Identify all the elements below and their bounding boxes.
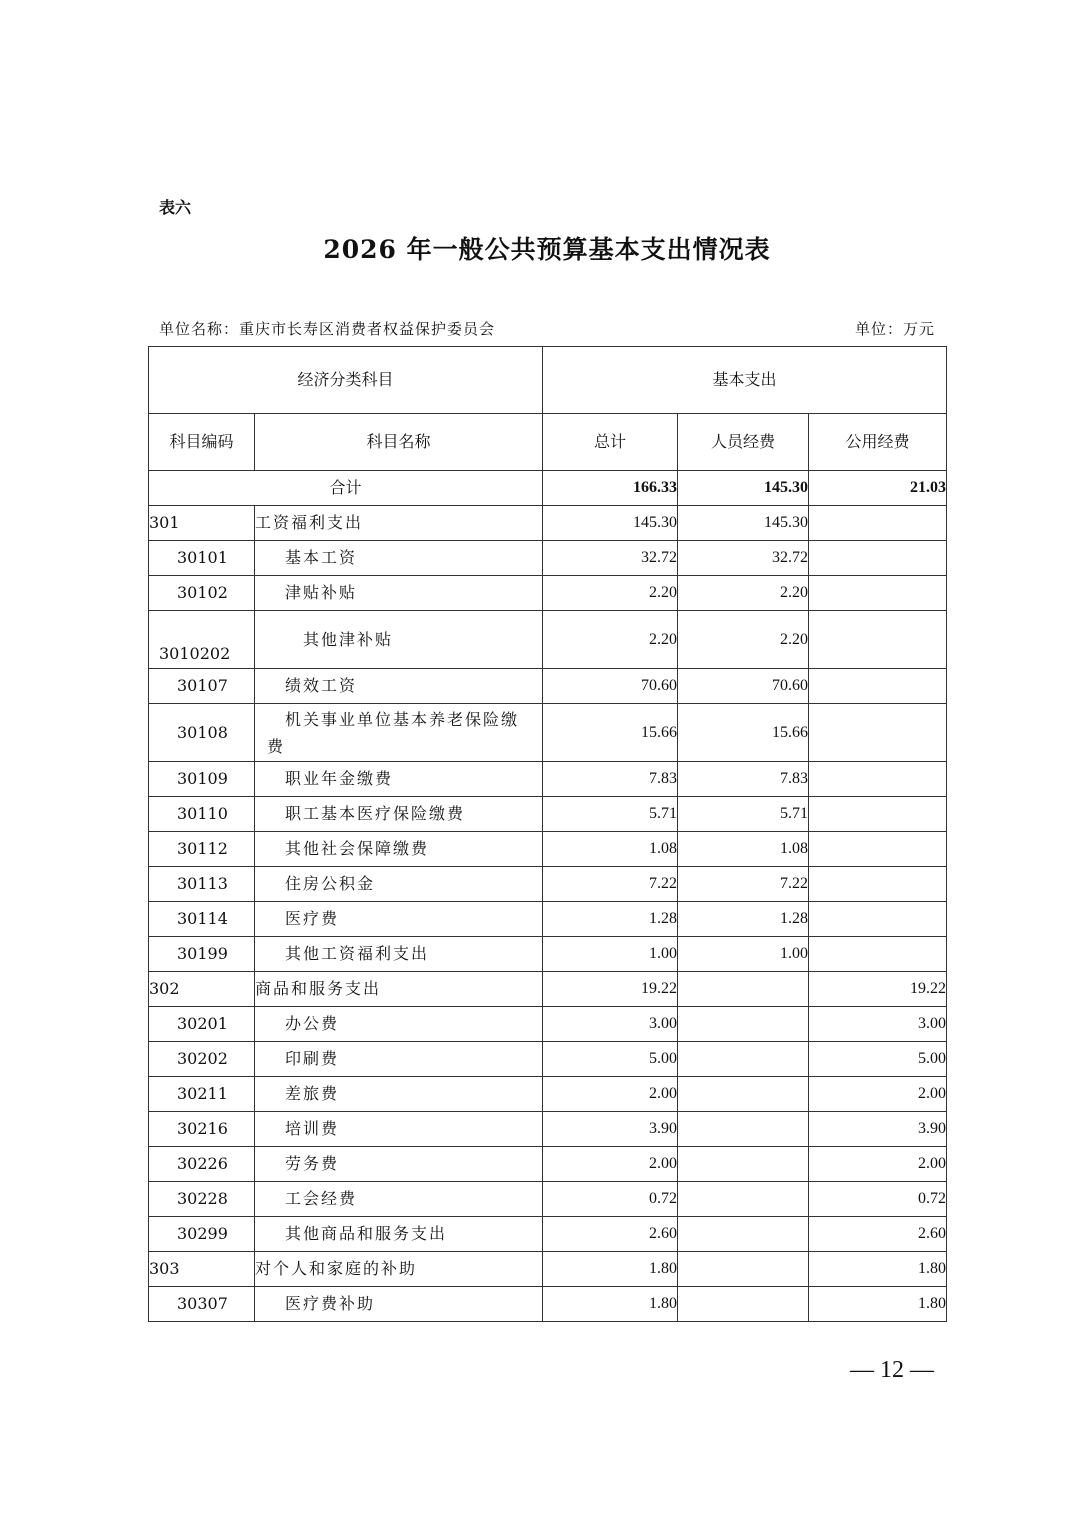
row-total: 5.71 bbox=[543, 797, 678, 832]
row-name: 其他社会保障缴费 bbox=[255, 832, 543, 867]
row-code: 30101 bbox=[149, 541, 255, 576]
row-public bbox=[809, 611, 947, 669]
row-personnel: 7.83 bbox=[678, 762, 809, 797]
header-row-2 bbox=[149, 414, 947, 471]
row-public: 2.60 bbox=[809, 1217, 947, 1252]
total-row bbox=[149, 471, 947, 506]
row-name: 劳务费 bbox=[255, 1147, 543, 1182]
table-row bbox=[149, 832, 947, 867]
row-public bbox=[809, 506, 947, 541]
row-name: 培训费 bbox=[255, 1112, 543, 1147]
row-personnel bbox=[678, 1077, 809, 1112]
row-public bbox=[809, 669, 947, 704]
table-row bbox=[149, 1042, 947, 1077]
row-public: 2.00 bbox=[809, 1077, 947, 1112]
table-row bbox=[149, 1182, 947, 1217]
total-total: 166.33 bbox=[543, 471, 678, 506]
row-total: 2.20 bbox=[543, 611, 678, 669]
row-code: 30216 bbox=[149, 1112, 255, 1147]
row-code: 30109 bbox=[149, 762, 255, 797]
row-personnel: 2.20 bbox=[678, 611, 809, 669]
row-public bbox=[809, 541, 947, 576]
row-name: 基本工资 bbox=[255, 541, 543, 576]
row-personnel: 70.60 bbox=[678, 669, 809, 704]
row-name: 医疗费补助 bbox=[255, 1287, 543, 1322]
row-total: 1.80 bbox=[543, 1252, 678, 1287]
row-total: 2.00 bbox=[543, 1077, 678, 1112]
row-personnel bbox=[678, 1217, 809, 1252]
row-code: 30201 bbox=[149, 1007, 255, 1042]
row-name: 工资福利支出 bbox=[255, 506, 543, 541]
row-code: 30102 bbox=[149, 576, 255, 611]
row-personnel: 32.72 bbox=[678, 541, 809, 576]
table-row bbox=[149, 611, 947, 669]
row-name: 职业年金缴费 bbox=[255, 762, 543, 797]
row-code: 30226 bbox=[149, 1147, 255, 1182]
row-total: 2.00 bbox=[543, 1147, 678, 1182]
row-public: 3.00 bbox=[809, 1007, 947, 1042]
row-total: 1.00 bbox=[543, 937, 678, 972]
row-total: 2.60 bbox=[543, 1217, 678, 1252]
total-label: 合计 bbox=[149, 471, 543, 506]
row-name: 其他津补贴 bbox=[255, 611, 543, 669]
row-code: 30299 bbox=[149, 1217, 255, 1252]
row-public: 5.00 bbox=[809, 1042, 947, 1077]
row-public: 1.80 bbox=[809, 1252, 947, 1287]
header-personnel: 人员经费 bbox=[678, 414, 809, 471]
row-total: 5.00 bbox=[543, 1042, 678, 1077]
table-row bbox=[149, 576, 947, 611]
unit-name: 单位名称：重庆市长寿区消费者权益保护委员会 bbox=[159, 320, 496, 338]
row-code: 30113 bbox=[149, 867, 255, 902]
row-public: 2.00 bbox=[809, 1147, 947, 1182]
row-public: 0.72 bbox=[809, 1182, 947, 1217]
row-name: 医疗费 bbox=[255, 902, 543, 937]
row-personnel: 1.00 bbox=[678, 937, 809, 972]
table-row bbox=[149, 1147, 947, 1182]
row-name: 其他工资福利支出 bbox=[255, 937, 543, 972]
row-total: 1.08 bbox=[543, 832, 678, 867]
row-personnel: 2.20 bbox=[678, 576, 809, 611]
header-code: 科目编码 bbox=[149, 414, 255, 471]
row-code: 303 bbox=[149, 1252, 255, 1287]
row-code: 30114 bbox=[149, 902, 255, 937]
row-personnel bbox=[678, 1182, 809, 1217]
row-personnel: 5.71 bbox=[678, 797, 809, 832]
budget-table bbox=[148, 346, 947, 1322]
table-row bbox=[149, 902, 947, 937]
table-row bbox=[149, 541, 947, 576]
table-row bbox=[149, 797, 947, 832]
row-code: 30202 bbox=[149, 1042, 255, 1077]
row-personnel bbox=[678, 972, 809, 1007]
table-row bbox=[149, 1287, 947, 1322]
row-name: 津贴补贴 bbox=[255, 576, 543, 611]
row-name: 住房公积金 bbox=[255, 867, 543, 902]
row-total: 70.60 bbox=[543, 669, 678, 704]
row-public: 1.80 bbox=[809, 1287, 947, 1322]
table-row bbox=[149, 506, 947, 541]
row-total: 7.22 bbox=[543, 867, 678, 902]
row-total: 3.90 bbox=[543, 1112, 678, 1147]
row-personnel: 145.30 bbox=[678, 506, 809, 541]
row-code: 30107 bbox=[149, 669, 255, 704]
row-code: 30307 bbox=[149, 1287, 255, 1322]
row-personnel: 1.28 bbox=[678, 902, 809, 937]
row-total: 15.66 bbox=[543, 704, 678, 762]
row-personnel: 15.66 bbox=[678, 704, 809, 762]
row-public bbox=[809, 704, 947, 762]
table-row bbox=[149, 1007, 947, 1042]
row-public bbox=[809, 902, 947, 937]
row-code: 30228 bbox=[149, 1182, 255, 1217]
row-code: 30211 bbox=[149, 1077, 255, 1112]
header-economic-classification: 经济分类科目 bbox=[149, 347, 543, 414]
row-total: 1.28 bbox=[543, 902, 678, 937]
row-public bbox=[809, 937, 947, 972]
table-row bbox=[149, 1252, 947, 1287]
table-label: 表六 bbox=[159, 198, 192, 217]
table-row bbox=[149, 867, 947, 902]
row-public bbox=[809, 576, 947, 611]
row-code: 30108 bbox=[149, 704, 255, 762]
row-personnel: 1.08 bbox=[678, 832, 809, 867]
row-personnel bbox=[678, 1287, 809, 1322]
row-name: 办公费 bbox=[255, 1007, 543, 1042]
row-public: 19.22 bbox=[809, 972, 947, 1007]
row-code: 30110 bbox=[149, 797, 255, 832]
header-basic-expenditure: 基本支出 bbox=[543, 347, 947, 414]
row-name: 其他商品和服务支出 bbox=[255, 1217, 543, 1252]
row-name: 机关事业单位基本养老保险缴费 bbox=[255, 704, 543, 762]
row-total: 145.30 bbox=[543, 506, 678, 541]
total-personnel: 145.30 bbox=[678, 471, 809, 506]
row-code: 3010202 bbox=[149, 611, 255, 669]
row-total: 2.20 bbox=[543, 576, 678, 611]
row-name: 职工基本医疗保险缴费 bbox=[255, 797, 543, 832]
row-name: 印刷费 bbox=[255, 1042, 543, 1077]
row-name: 对个人和家庭的补助 bbox=[255, 1252, 543, 1287]
row-personnel: 7.22 bbox=[678, 867, 809, 902]
table-row bbox=[149, 762, 947, 797]
row-code: 30199 bbox=[149, 937, 255, 972]
row-public bbox=[809, 797, 947, 832]
row-total: 0.72 bbox=[543, 1182, 678, 1217]
row-name: 差旅费 bbox=[255, 1077, 543, 1112]
header-public: 公用经费 bbox=[809, 414, 947, 471]
row-total: 7.83 bbox=[543, 762, 678, 797]
row-code: 301 bbox=[149, 506, 255, 541]
row-personnel bbox=[678, 1147, 809, 1182]
table-row bbox=[149, 972, 947, 1007]
table-row bbox=[149, 937, 947, 972]
row-public bbox=[809, 832, 947, 867]
header-total: 总计 bbox=[543, 414, 678, 471]
row-total: 19.22 bbox=[543, 972, 678, 1007]
total-public: 21.03 bbox=[809, 471, 947, 506]
table-row bbox=[149, 1077, 947, 1112]
page-number: — 12 — bbox=[850, 1357, 934, 1383]
row-total: 1.80 bbox=[543, 1287, 678, 1322]
row-code: 302 bbox=[149, 972, 255, 1007]
row-public: 3.90 bbox=[809, 1112, 947, 1147]
row-name: 工会经费 bbox=[255, 1182, 543, 1217]
table-row bbox=[149, 1112, 947, 1147]
row-personnel bbox=[678, 1112, 809, 1147]
row-public bbox=[809, 762, 947, 797]
table-row bbox=[149, 1217, 947, 1252]
row-total: 32.72 bbox=[543, 541, 678, 576]
row-total: 3.00 bbox=[543, 1007, 678, 1042]
row-personnel bbox=[678, 1042, 809, 1077]
unit-label: 单位：万元 bbox=[854, 320, 935, 338]
row-name: 商品和服务支出 bbox=[255, 972, 543, 1007]
table-row bbox=[149, 669, 947, 704]
row-public bbox=[809, 867, 947, 902]
row-personnel bbox=[678, 1252, 809, 1287]
table-row bbox=[149, 704, 947, 762]
header-row-1 bbox=[149, 347, 947, 414]
row-code: 30112 bbox=[149, 832, 255, 867]
header-name: 科目名称 bbox=[255, 414, 543, 471]
row-personnel bbox=[678, 1007, 809, 1042]
page-title: 2026 年一般公共预算基本支出情况表 bbox=[323, 235, 771, 264]
row-name: 绩效工资 bbox=[255, 669, 543, 704]
